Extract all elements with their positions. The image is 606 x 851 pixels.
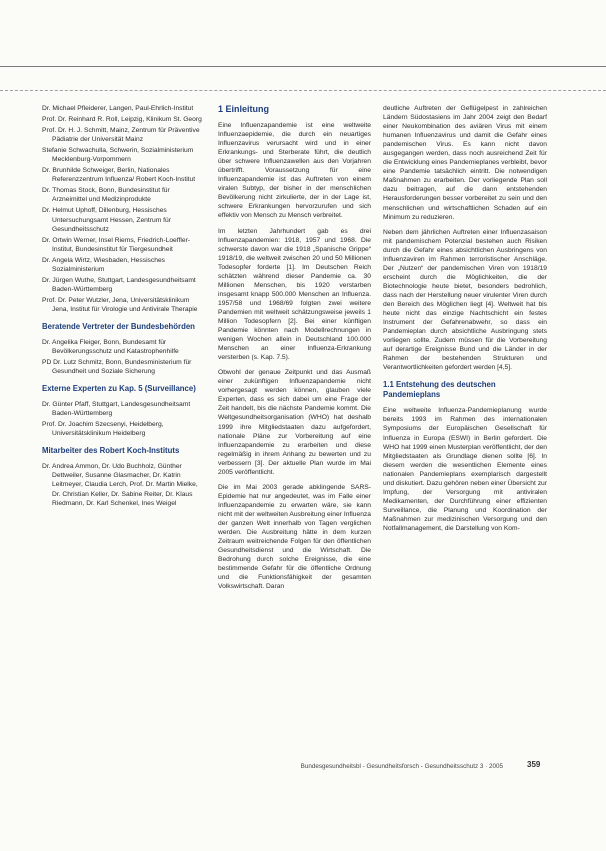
member-entry: Dr. Jürgen Wuthe, Stuttgart, Landesgesundheitsamt Baden-Württemberg — [42, 276, 196, 293]
top-rule — [0, 66, 606, 67]
subsection-heading: 1.1 Entstehung des deutschen Pandemieplans — [383, 380, 496, 400]
body-paragraph: Neben dem jährlichen Auftreten einer Influenzasaison mit pandemischem Potenzial bestehen auch Risiken durch die Gefahr eines absichtlichen Ausbringens von Influenzaviren im Rahmen terroristischer Anschläge. Der „Nutzen“ der pandemischen Viren von 1918/19 erscheint durch die Möglichkeiten, die der Biotechnologie heute bietet, besonders bedrohlich, dass nach der Herstellung neuer virulenter Viren durch den Bereich des Möglichen liegt [4]. Weltweit hat bis heute nicht das einzige Nachtschicht ein festes Instrument der Gefahrenabwehr, so dass ein Pandemieplan durch absichtliche Ausbringung stets vorliegen sollte. Zudem müssen für die Vorbereitung auf derartige Ereignisse Bund und die Länder in der Rahmen der bestehenden Strukturen und Verantwortlichkeiten gefordert werden [4,5]. — [383, 228, 547, 372]
section-heading-experts: Externe Experten zu Kap. 5 (Surveillance) — [42, 384, 196, 394]
member-list-column — [42, 104, 202, 510]
body-paragraph: Eine Influenzapandemie ist eine weltweite Influenzaepidemie, die durch ein neuartiges Influenzavirus verursacht wird und in einer Erkrankungs- und Sterberate führt, die deutlich über schwere Influenzawellen aus den Vorjahren übertrifft. Voraussetzung für eine Influenzapandemie ist das Auftreten von einem viralen Subtyp, der bisher in der menschlichen Bevölkerung nicht zirkulierte, der in der Lage ist, schwere Erkrankungen hervorzurufen und sich effektiv von Mensch zu Mensch verbreitet. — [218, 122, 371, 220]
member-entry: PD Dr. Lutz Schmitz, Bonn, Bundesministerium für Gesundheit und Soziale Sicherung — [42, 359, 192, 376]
top-dashed-rule — [0, 90, 606, 91]
member-entry: Prof. Dr. Peter Wutzler, Jena, Universitätsklinikum Jena, Institut für Virologie und Antivirale Therapie — [42, 296, 198, 313]
member-entry: Prof. Dr. Joachim Szecsenyi, Heidelberg, Universitätsklinikum Heidelberg — [42, 421, 164, 438]
member-entry: Dr. Ortwin Werner, Insel Riems, Friedrich-Loeffler-Institut, Bundesinstitut für Tiergesundheit — [42, 236, 191, 253]
body-paragraph: deutliche Auftreten der Geflügelpest in zahlreichen Ländern Südostasiens im Jahr 2004 zeigt den Bedarf einer Neukombination des aviären Virus mit einem humanen Influenzavirus und damit die Gefahr eines pandemischen Virus. Es kann nicht davon ausgegangen werden, dass noch ausreichend Zeit für die Entwicklung eines Pandemieplanes verbleibt, bevor eine Pandemie tatsächlich eintritt. Die notwendigen Maßnahmen zu erarbeiten. Der vorliegende Plan soll dazu beitragen, auf die dann entstehenden Herausforderungen besser vorbereitet zu sein und den menschlichen und wirtschaftlichen Schaden auf ein Minimum zu reduzieren. — [383, 105, 547, 221]
member-entry: Dr. Michael Pfleiderer, Langen, Paul-Ehrlich-Institut — [42, 105, 194, 112]
continuation-column — [383, 104, 547, 539]
body-paragraph: Im letzten Jahrhundert gab es drei Influenzapandemien: 1918, 1957 und 1968. Die schwerste davon war die 1918 „Spanische Grippe“ 1918/19, die weltweit zwischen 20 und 50 Millionen Todesopfer forderte [1]. Im Deutschen Reich schätzten während dieser Pandemie ca. 30 Millionen Menschen, bis 1920 verstarben insgesamt knapp 500.000 Menschen an Influenza. 1957/58 und 1968/69 folgten zwei weitere Pandemien mit weltweit schätzungsweise jeweils 1 Million Todesopfern [2]. Bei einer künftigen Pandemie könnten nach Modellrechnungen in wenigen Wochen allein in Deutschland 100.000 Menschen an einer Influenza-Erkrankung versterben (s. Kap. 7.5). — [218, 227, 371, 362]
member-entry: Dr. Helmut Uphoff, Dillenburg, Hessisches Untersuchungsamt Hessen, Zentrum für Gesundheitsschutz — [42, 207, 171, 233]
section-heading-rki-staff: Mitarbeiter des Robert Koch-Instituts — [42, 446, 180, 456]
member-entry: Dr. Brunhilde Schweiger, Berlin, Nationales Referenzzentrum Influenza/ Robert Koch-Institut — [42, 167, 196, 184]
member-entry: Dr. Thomas Stock, Bonn, Bundesinstitut für Arzneimittel und Medizinprodukte — [42, 187, 170, 204]
member-entry: Prof. Dr. Reinhard R. Roll, Leipzig, Klinikum St. Georg — [42, 116, 202, 124]
member-entry: Dr. Günter Pfaff, Stuttgart, Landesgesundheitsamt Baden-Württemberg — [42, 401, 191, 418]
member-entry: Dr. Angela Wirtz, Wiesbaden, Hessisches Sozialministerium — [42, 256, 166, 273]
body-paragraph: Obwohl der genaue Zeitpunkt und das Ausmaß einer zukünftigen Influenzapandemie nicht vorhergesagt werden können, glauben viele Experten, dass es sich dabei um eine Frage der Zeit handelt, bis die nächste Pandemie kommt. Die Weltgesundheitsorganisation (WHO) hat deshalb 1999 ihre Mitgliedstaaten dazu aufgefordert, nationale Pläne zur Vorbereitung auf eine Influenzapandemie zu erarbeiten und diese regelmäßig in ihrem Anhang zu bewerten und zu verbessern [3]. Der aktuelle Plan wurde im Mai 2005 veröffentlicht. — [218, 369, 371, 476]
page-number: 359 — [527, 760, 541, 769]
intro-column — [218, 104, 371, 597]
body-paragraph: Die im Mai 2003 gerade abklingende SARS-Epidemie hat nur angedeutet, was im Falle einer Influenzapandemie zu erwarten wäre, sie kann nicht mit der weltweiten Ausbreitung einer Influenza der ganzen Welt innerhalb von Tagen verglichen werden. Die Ausbreitung hätte in dem kurzen Zeitraum weitreichende Folgen für den öffentlichen Gesundheitsdienst und die Wirtschaft. Die Bedrohung durch solche Ereignisse, die eine bestimmende Gefahr für die öffentliche Ordnung und die Funktionsfähigkeit der gesamten Volkswirtschaft. Daran — [218, 483, 371, 591]
staff-list: Dr. Andrea Ammon, Dr. Udo Buchholz, Günther Dettweiler, Susanne Glasmacher, Dr. Katrin Leitmeyer, Claudia Lerch, Prof. Dr. Martin Mielke, Dr. Christian Keller, Dr. Sabine Reiter, Dr. Klaus Riedmann, Dr. Karl Schenkel, Ines Weigel — [42, 463, 198, 507]
member-entry: Stefanie Schwachulla, Schwerin, Sozialministerium Mecklenburg-Vorpommern — [42, 147, 194, 164]
body-paragraph: Eine weltweite Influenza-Pandemieplanung wurde bereits 1993 im Rahmen des internationalen Symposiums der Europäischen Gesellschaft für Influenza in Europa (ESWI) in Berlin gefordert. Die WHO hat 1999 einen Musterplan veröffentlicht, der den Mitgliedstaaten als Grundlage dienen sollte [6]. In diesem werden die wesentlichen Elemente eines nationalen Pandemieplans exemplarisch dargestellt und diskutiert. Dazu gehören neben einer Übersicht zur Impfung, der Versorgung mit antiviralen Medikamenten, der Durchführung einer effizienten Surveillance, die Planung und Koordination der Maßnahmen zur medizinischen Versorgung und den Notfallmanagement, die Darstellung von Kom- — [383, 407, 547, 532]
section-heading-federal: Beratende Vertreter der Bundesbehörden — [42, 321, 195, 331]
member-entry: Prof. Dr. H. J. Schmitt, Mainz, Zentrum für Präventive Pädiatrie der Universität Mainz — [42, 127, 200, 144]
member-entry: Dr. Angelika Fleiger, Bonn, Bundesamt für Bevölkerungsschutz und Katastrophenhilfe — [42, 338, 179, 356]
journal-footer: Bundesgesundheitsbl - Gesundheitsforsch - Gesundheitsschutz 3 · 2005 — [300, 763, 503, 770]
chapter-heading: 1 Einleitung — [218, 104, 270, 114]
